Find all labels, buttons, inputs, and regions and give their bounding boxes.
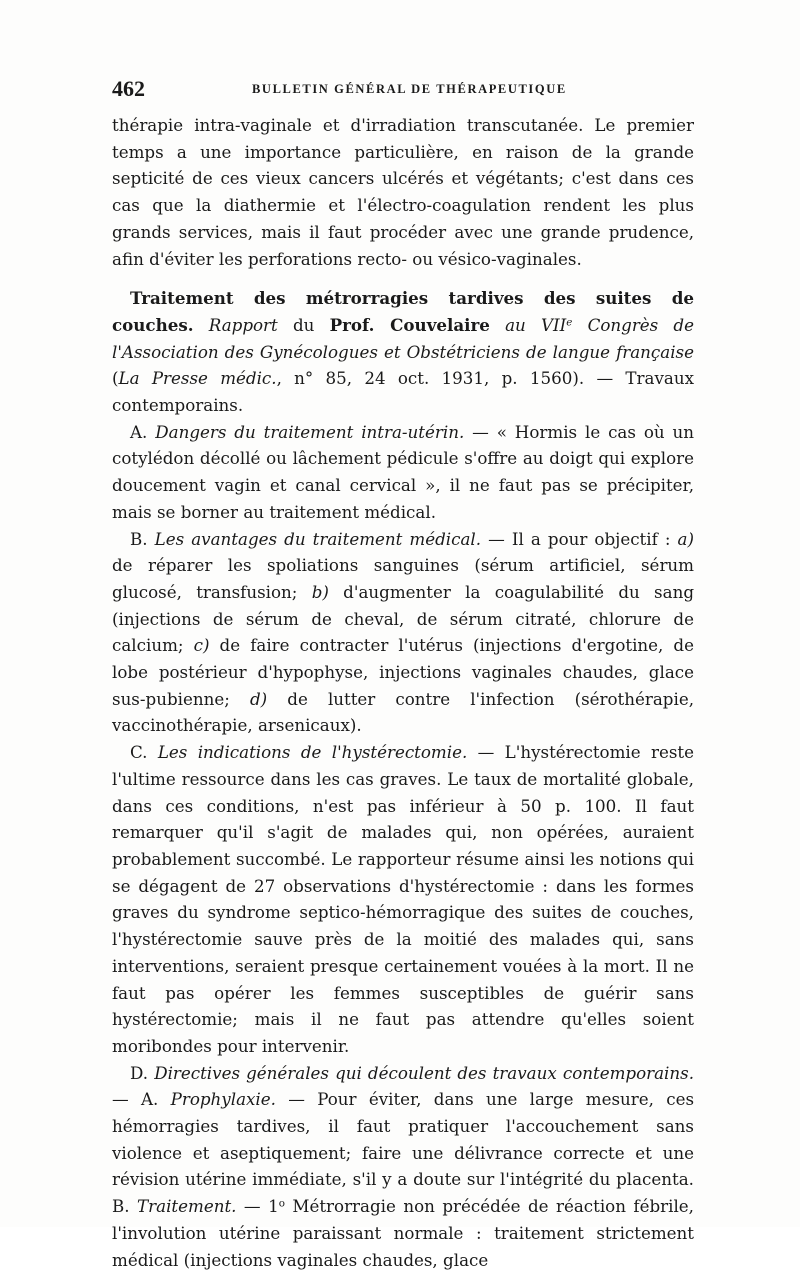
citation-details: , n° 85, 24 oct. 1931, p. 1560). — Travaux contemporains. xyxy=(112,368,695,416)
paragraph-b-text-3: d'augmenter la coagulabilité du sang (injections de sérum de cheval, de sérum citraté, chlorure de calcium; xyxy=(112,581,695,656)
paragraph-d xyxy=(112,1060,694,1273)
list-marker-a: a) xyxy=(677,528,694,549)
paragraph-b-title: Les avantages du traitement médical. xyxy=(154,528,482,549)
paragraph-b-label: B. xyxy=(130,528,155,549)
intro-paragraph: thérapie intra-vaginale et d'irradiation transcutanée. Le premier temps a une importance particulière, en raison de la grande septicité de ces vieux cancers ulcérés et végétants; c'est dans ces cas que la diathermie et l'électro-coagulation rendent les plus grands services, mais il faut procéder avec une grande prudence, afin d'éviter les perforations recto- ou vésico-vaginales. xyxy=(112,115,694,269)
congress-name: Congrès de l'Association des Gynécologues et Obstétriciens de langue française xyxy=(112,314,694,362)
body-text xyxy=(112,112,694,1273)
du-word: du xyxy=(277,314,330,335)
au-word: au xyxy=(489,314,541,335)
paragraph-d-text-3: — 1 xyxy=(236,1196,279,1217)
rapport-word: Rapport xyxy=(208,314,278,335)
journal-citation: La Presse médic. xyxy=(118,368,277,389)
paragraph-c-title: Les indications de l'hystérectomie. xyxy=(157,742,468,763)
paragraph-c-text: — L'hystérectomie reste l'ultime ressource dans les cas graves. Le taux de mortalité globale, dans ces conditions, n'est pas inférieur à 50 p. 100. Il faut remarquer qu'il s'agit de malades qui, non opérées, auraient probablement succombé. Le rapporteur résume ainsi les notions qui se dégagent de 27 observations d'hystérectomie : dans les formes graves du syndrome septico-hémorragique des suites de couches, l'hystérectomie sauve près de la moitié des malades qui, sans interventions, seraient presque certainement vouées à la mort. Il ne faut pas opérer les femmes susceptibles de guérir sans hystérectomie; mais il ne faut pas attendre qu'elles soient moribondes pour intervenir. xyxy=(112,742,694,1056)
ordinal-sup: o xyxy=(278,1197,285,1210)
congress-ordinal: VII xyxy=(541,314,567,335)
list-marker-c: c) xyxy=(193,635,210,656)
paragraph-c-label: C. xyxy=(130,742,158,763)
paragraph-d-text-1: — A. xyxy=(112,1089,171,1110)
paragraph-d-title: Directives générales qui découlent des travaux contemporains. xyxy=(154,1062,694,1083)
list-marker-d: d) xyxy=(249,688,268,709)
paren-open: ( xyxy=(112,368,119,389)
journal-title: BULLETIN GÉNÉRAL DE THÉRAPEUTIQUE xyxy=(252,82,567,96)
list-marker-b: b) xyxy=(311,581,329,602)
congress-ordinal-sup: e xyxy=(566,316,573,329)
paragraph-a xyxy=(112,419,694,526)
paragraph-d-text-4: Métrorragie non précédée de réaction fébrile, l'involution utérine paraissant normale : traitement strictement médical (injections vaginales chaudes, glace xyxy=(112,1196,694,1270)
paragraph-b-text-1: — Il a pour objectif : xyxy=(481,528,678,549)
running-header xyxy=(112,76,690,100)
author-name: Prof. Couvelaire xyxy=(329,314,490,335)
page-number: 462 xyxy=(112,76,145,101)
paragraph-b xyxy=(112,526,694,740)
section-heading-paragraph xyxy=(112,285,694,419)
paragraph-a-text: — « Hormis le cas où un cotylédon décollé ou lâchement pédicule s'offre au doigt qui explore doucement vagin et canal cervical », il ne faut pas se précipiter, mais se borner au traitement médical. xyxy=(112,421,694,522)
paragraph-a-title: Dangers du traitement intra-utérin. xyxy=(155,421,465,442)
traitement-label: Traitement. xyxy=(137,1196,237,1217)
prophylaxie-label: Prophylaxie. xyxy=(170,1089,276,1110)
paragraph-a-label: A. xyxy=(130,421,156,442)
paragraph-d-text-2: — Pour éviter, dans une large mesure, ces hémorragies tardives, il faut pratiquer l'accouchement sans violence et aseptiquement; faire une délivrance correcte et une révision utérine immédiate, s'il y a doute sur l'intégrité du placenta. B. xyxy=(112,1089,695,1217)
paragraph-d-label: D. xyxy=(130,1062,155,1083)
paragraph-b-text-4: de faire contracter l'utérus (injections d'ergotine, de lobe postérieur d'hypophyse, injections vaginales chaudes, glace sus-pubienne; xyxy=(112,635,694,709)
section-title: Traitement des métrorragies tardives des suites de couches. xyxy=(112,288,694,335)
paragraph-b-text-5: de lutter contre l'infection (sérothérapie, vaccinothérapie, arsenicaux). xyxy=(112,688,694,736)
paragraph-b-text-2: de réparer les spoliations sanguines (sérum artificiel, sérum glucosé, transfusion; xyxy=(112,555,694,602)
paragraph-c xyxy=(112,739,694,1059)
